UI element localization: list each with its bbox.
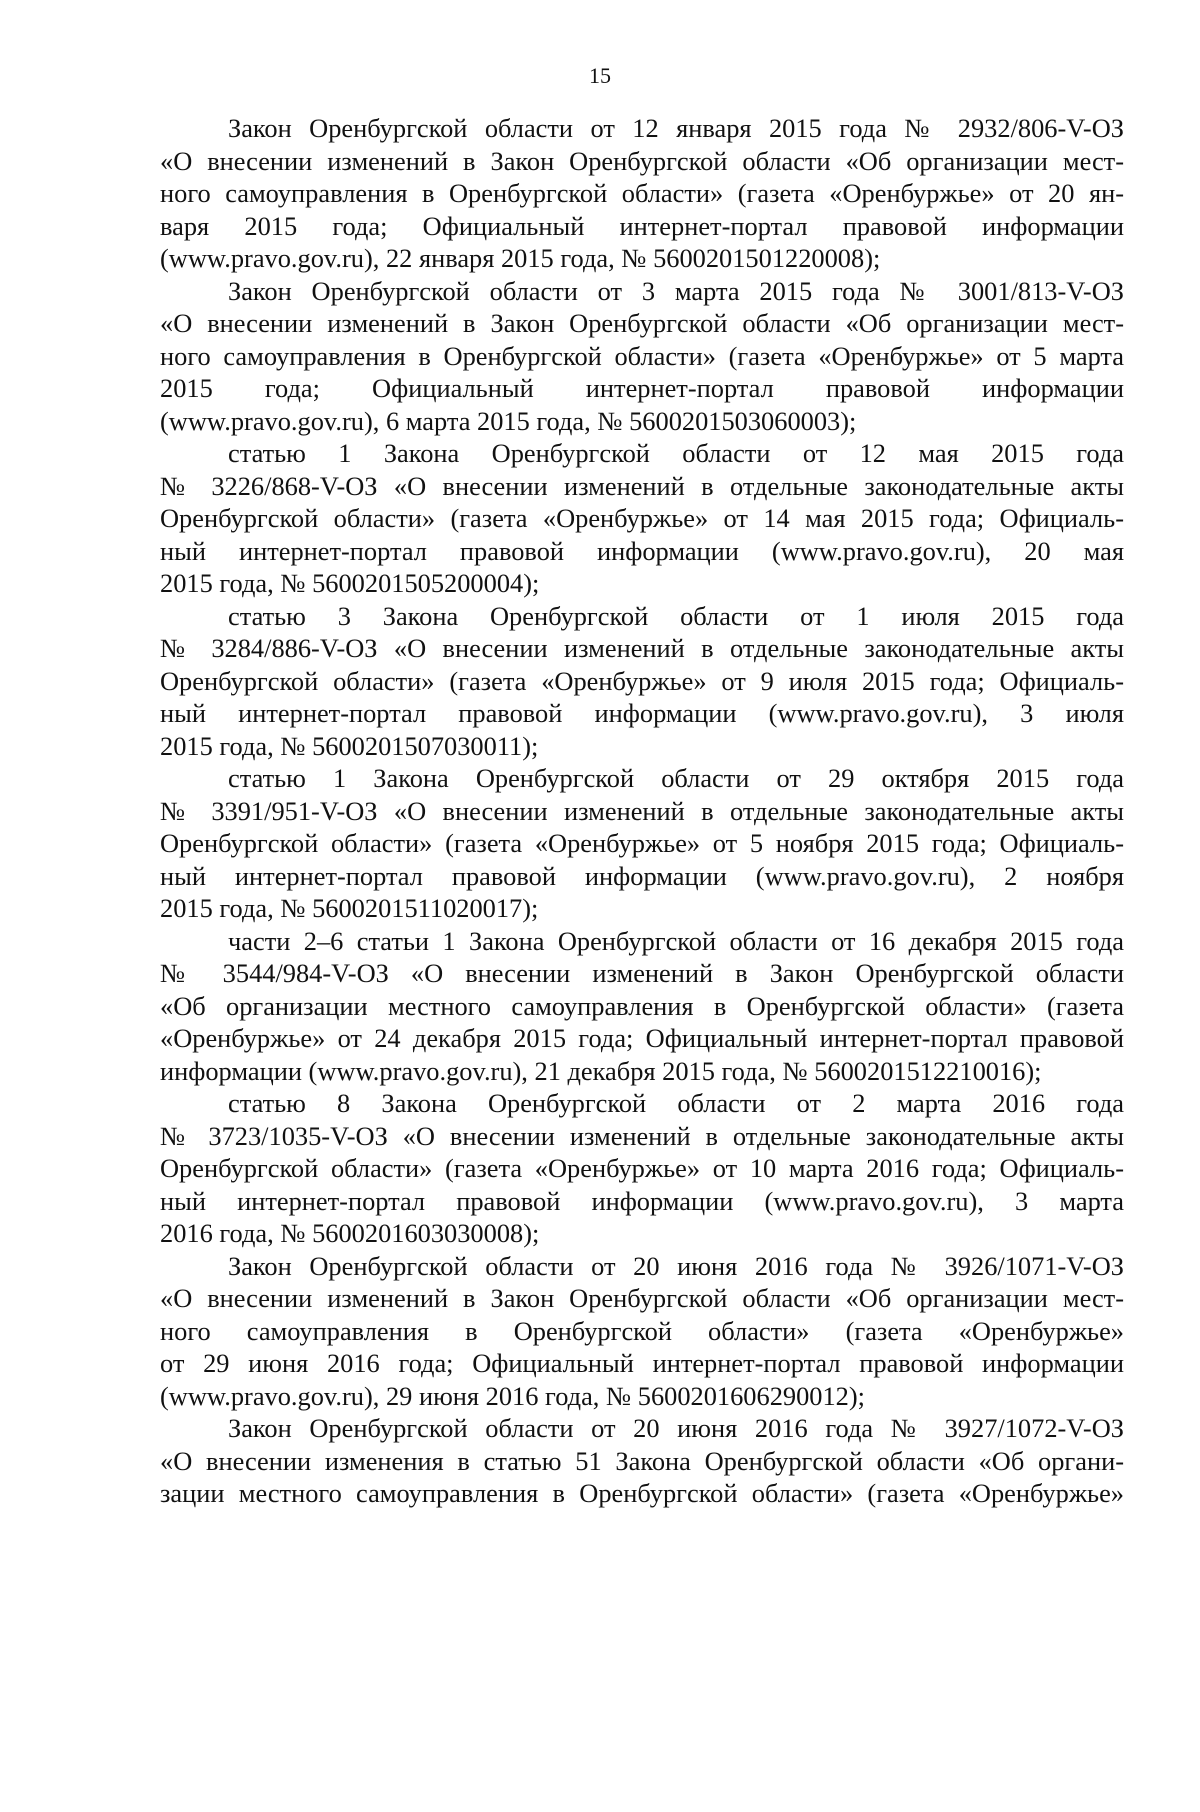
amendment-paragraph <box>160 925 1124 1088</box>
amendment-paragraph <box>160 600 1124 763</box>
text-line: «О внесении изменений в Закон Оренбургской области «Об организации мест- <box>160 1283 1124 1313</box>
text-line: 2015 года, № 5600201505200004); <box>160 568 540 598</box>
text-line: «О внесении изменений в Закон Оренбургской области «Об организации мест- <box>160 145 1124 176</box>
amendment-paragraph <box>160 1412 1124 1510</box>
text-line: ного самоуправления в Оренбургской области» (газета «Оренбуржье» от 5 марта <box>160 340 1124 371</box>
page-number: 15 <box>589 63 611 88</box>
text-line: статью 1 Закона Оренбургской области от 12 мая 2015 года <box>228 438 1124 468</box>
text-line: от 29 июня 2016 года; Официальный интернет-портал правовой информации <box>160 1348 1124 1378</box>
text-line: «О внесении изменения в статью 51 Закона Оренбургской области «Об органи- <box>160 1445 1124 1476</box>
text-line: (www.pravo.gov.ru), 6 марта 2015 года, № 5600201503060003); <box>160 405 857 436</box>
text-line: варя 2015 года; Официальный интернет-портал правовой информации <box>160 210 1124 241</box>
text-line: ный интернет-портал правовой информации (www.pravo.gov.ru), 3 марта <box>160 1185 1124 1216</box>
text-line: Оренбургской области» (газета «Оренбуржье» от 9 июля 2015 года; Официаль- <box>160 665 1124 696</box>
text-line: «Оренбуржье» от 24 декабря 2015 года; Официальный интернет-портал правовой <box>160 1023 1124 1053</box>
text-line: ный интернет-портал правовой информации (www.pravo.gov.ru), 2 ноября <box>160 860 1124 891</box>
text-line: 2015 года, № 5600201507030011); <box>160 730 539 761</box>
text-line: Оренбургской области» (газета «Оренбуржье» от 10 марта 2016 года; Официаль- <box>160 1153 1124 1183</box>
text-line: части 2–6 статьи 1 Закона Оренбургской области от 16 декабря 2015 года <box>228 925 1124 956</box>
text-line: Оренбургской области» (газета «Оренбуржье» от 5 ноября 2015 года; Официаль- <box>160 828 1124 858</box>
text-line: (www.pravo.gov.ru), 22 января 2015 года, № 5600201501220008); <box>160 243 881 273</box>
text-line: «О внесении изменений в Закон Оренбургской области «Об организации мест- <box>160 308 1124 338</box>
text-line: Закон Оренбургской области от 12 января 2015 года № 2932/806-V-ОЗ <box>228 113 1124 143</box>
document-body <box>160 112 1124 1510</box>
text-line: информации (www.pravo.gov.ru), 21 декабря 2015 года, № 5600201512210016); <box>160 1055 1042 1086</box>
text-line: статью 8 Закона Оренбургской области от 2 марта 2016 года <box>228 1088 1124 1118</box>
text-line: Закон Оренбургской области от 3 марта 2015 года № 3001/813-V-ОЗ <box>228 275 1124 306</box>
text-line: Закон Оренбургской области от 20 июня 2016 года № 3926/1071-V-ОЗ <box>228 1250 1124 1281</box>
text-line: 2016 года, № 5600201603030008); <box>160 1218 540 1248</box>
amendment-paragraph <box>160 275 1124 438</box>
amendment-paragraph <box>160 437 1124 600</box>
text-line: ный интернет-портал правовой информации (www.pravo.gov.ru), 20 мая <box>160 535 1124 566</box>
text-line: «Об организации местного самоуправления в Оренбургской области» (газета <box>160 990 1124 1021</box>
amendment-paragraph <box>160 762 1124 925</box>
text-line: 2015 года, № 5600201511020017); <box>160 893 539 923</box>
text-line: статью 3 Закона Оренбургской области от 1 июля 2015 года <box>228 600 1124 631</box>
amendment-paragraph <box>160 1250 1124 1413</box>
text-line: ного самоуправления в Оренбургской области» (газета «Оренбуржье» от 20 ян- <box>160 178 1124 208</box>
text-line: зации местного самоуправления в Оренбургской области» (газета «Оренбуржье» <box>160 1478 1124 1508</box>
amendment-paragraph <box>160 1087 1124 1250</box>
text-line: (www.pravo.gov.ru), 29 июня 2016 года, № 5600201606290012); <box>160 1380 865 1411</box>
text-line: Закон Оренбургской области от 20 июня 2016 года № 3927/1072-V-ОЗ <box>228 1413 1124 1443</box>
text-line: 2015 года; Официальный интернет-портал правовой информации <box>160 373 1124 403</box>
text-line: № 3226/868-V-ОЗ «О внесении изменений в отдельные законодательные акты <box>160 470 1124 501</box>
amendment-paragraph <box>160 112 1124 275</box>
text-line: статью 1 Закона Оренбургской области от 29 октября 2015 года <box>228 763 1124 793</box>
text-line: Оренбургской области» (газета «Оренбуржье» от 14 мая 2015 года; Официаль- <box>160 503 1124 533</box>
text-line: № 3723/1035-V-ОЗ «О внесении изменений в отдельные законодательные акты <box>160 1120 1124 1151</box>
text-line: ного самоуправления в Оренбургской области» (газета «Оренбуржье» <box>160 1315 1124 1346</box>
text-line: № 3391/951-V-ОЗ «О внесении изменений в отдельные законодательные акты <box>160 795 1124 826</box>
text-line: № 3544/984-V-ОЗ «О внесении изменений в Закон Оренбургской области <box>160 958 1124 988</box>
text-line: № 3284/886-V-ОЗ «О внесении изменений в отдельные законодательные акты <box>160 633 1124 663</box>
text-line: ный интернет-портал правовой информации (www.pravo.gov.ru), 3 июля <box>160 698 1124 728</box>
